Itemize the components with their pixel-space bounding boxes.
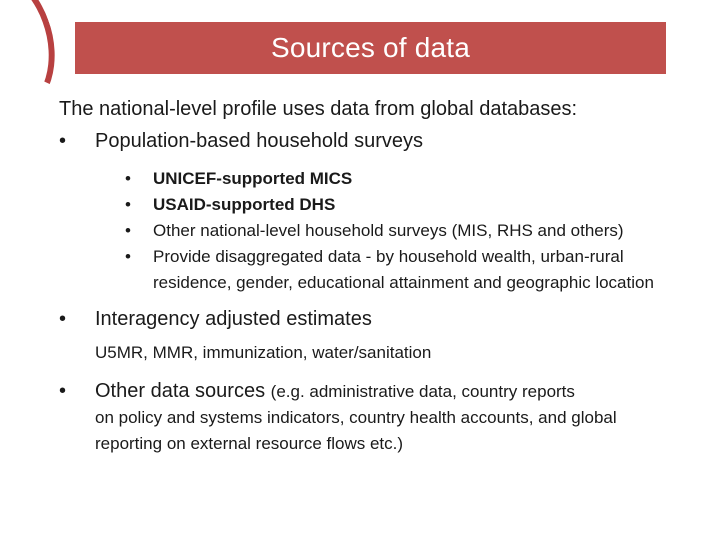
dhs-label: USAID-supported DHS: [153, 195, 336, 214]
interagency-detail: U5MR, MMR, immunization, water/sanitation: [95, 343, 432, 362]
bullet-marker: •: [125, 169, 131, 188]
title-bar: [75, 22, 666, 74]
other-sources-label: Other data sources: [95, 380, 266, 402]
sub-bullet-other-surveys: [125, 218, 679, 244]
other-sources-line: [95, 378, 575, 405]
bullet-other-sources: [59, 378, 679, 405]
slide-content: [59, 96, 679, 457]
bullet-interagency: [59, 306, 679, 332]
disaggregated-label: Provide disaggregated data - by household wealth, urban-rural residence, gender, educational attainment and geographic location: [153, 247, 654, 292]
sub-bullet-dhs: [125, 192, 679, 218]
bullet-marker: •: [59, 308, 67, 330]
sub-bullet-mics: [125, 166, 679, 192]
interagency-label: Interagency adjusted estimates: [95, 308, 372, 330]
other-sources-inline-detail: (e.g. administrative data, country reports: [270, 382, 575, 401]
other-surveys-label: Other national-level household surveys (MIS, RHS and others): [153, 221, 624, 240]
bullet-marker: •: [125, 221, 131, 240]
slide-title: Sources of data: [270, 32, 471, 63]
bullet-household-surveys: [59, 128, 679, 154]
household-surveys-label: Population-based household surveys: [95, 130, 423, 152]
bullet-marker: •: [125, 195, 131, 214]
mics-label: UNICEF-supported MICS: [153, 169, 353, 188]
intro-text: The national-level profile uses data from global databases:: [59, 98, 578, 120]
bullet-marker: •: [59, 130, 67, 152]
sub-bullet-disaggregated: [125, 244, 679, 296]
bullet-marker: •: [125, 247, 131, 266]
bullet-marker: •: [59, 380, 67, 402]
other-sources-detail: on policy and systems indicators, country health accounts, and global reporting on external resource flows etc.): [95, 408, 617, 453]
